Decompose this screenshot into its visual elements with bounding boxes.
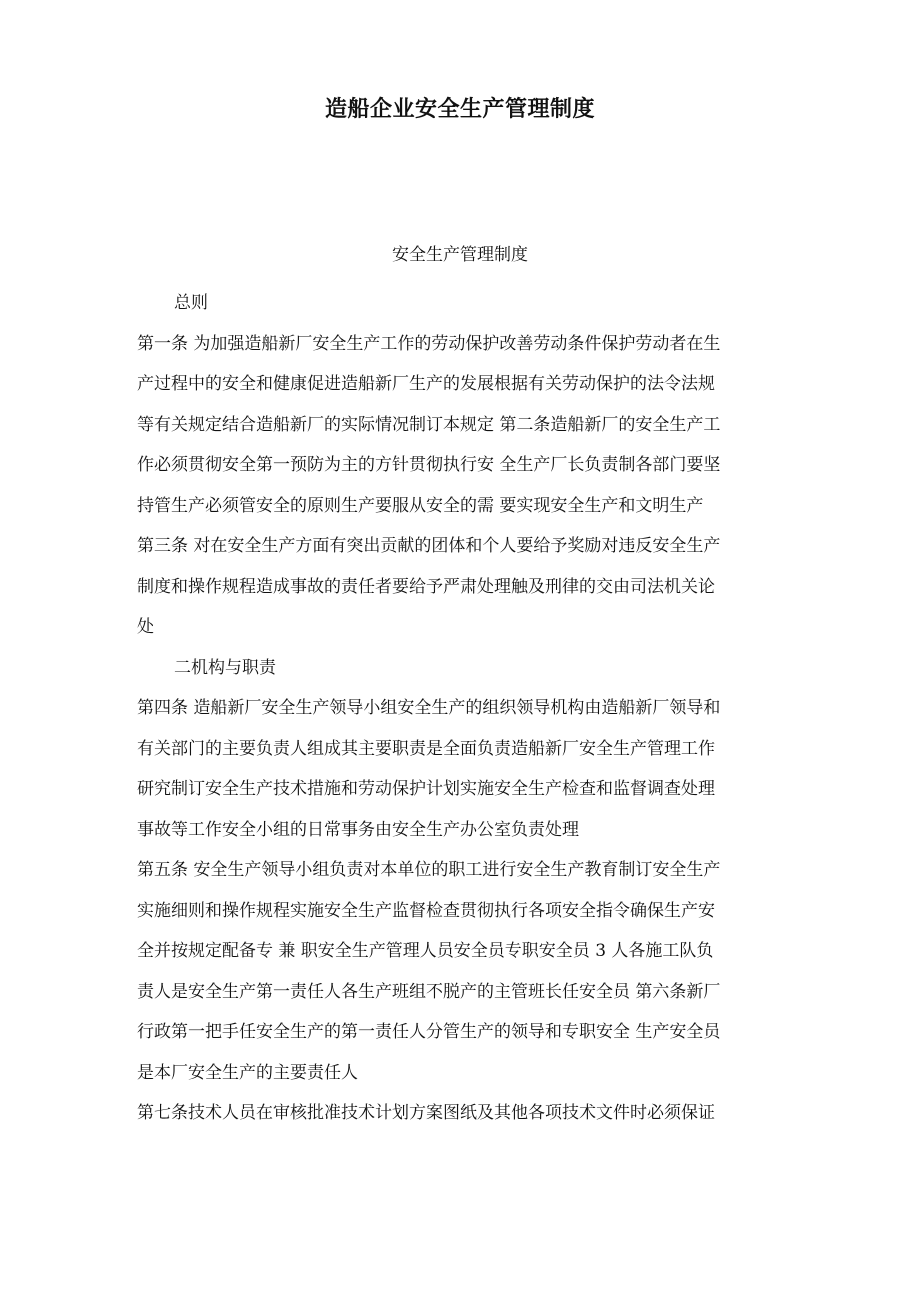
body-line: 持管生产必须管安全的原则生产要服从安全的需 要实现安全生产和文明生产 (137, 495, 704, 516)
body-line: 第一条 为加强造船新厂安全生产工作的劳动保护改善劳动条件保护劳动者在生 (137, 333, 721, 354)
document-title: 造船企业安全生产管理制度 (324, 96, 595, 122)
body-line: 是本厂安全生产的主要责任人 (137, 1062, 358, 1083)
body-line: 作必须贯彻安全第一预防为主的方针贯彻执行安 全生产厂长负责制各部门要坚 (137, 455, 721, 475)
body-line: 第七条技术人员在审核批准技术计划方案图纸及其他各项技术文件时必须保证 (137, 1103, 715, 1123)
body-line: 研究制订安全生产技术措施和劳动保护计划实施安全生产检查和监督调查处理 (137, 779, 715, 799)
body-line: 实施细则和操作规程实施安全生产监督检查贯彻执行各项安全指令确保生产安 (137, 900, 715, 921)
body-line: 有关部门的主要负责人组成其主要职责是全面负责造船新厂安全生产管理工作 (137, 738, 715, 759)
document-body (137, 283, 785, 1134)
chapter-heading-organization: 二机构与职责 (174, 657, 276, 678)
body-line: 等有关规定结合造船新厂的实际情况制订本规定 第二条造船新厂的安全生产工 (137, 414, 721, 435)
section-heading: 安全生产管理制度 (392, 245, 528, 265)
body-line: 责人是安全生产第一责任人各生产班组不脱产的主管班长任安全员 第六条新厂 (137, 981, 721, 1002)
body-line: 事故等工作安全小组的日常事务由安全生产办公室负责处理 (137, 819, 579, 840)
body-line: 处 (137, 617, 154, 637)
chapter-heading-general: 总则 (174, 293, 208, 313)
body-line: 全并按规定配备专 兼 职安全生产管理人员安全员专职安全员 3 人各施工队负 (137, 941, 714, 961)
body-line: 行政第一把手任安全生产的第一责任人分管生产的领导和专职安全 生产安全员 (137, 1022, 721, 1042)
body-line: 制度和操作规程造成事故的责任者要给予严肃处理触及刑律的交由司法机关论 (137, 576, 715, 597)
body-line: 第四条 造船新厂安全生产领导小组安全生产的组织领导机构由造船新厂领导和 (137, 698, 721, 718)
body-line: 产过程中的安全和健康促进造船新厂生产的发展根据有关劳动保护的法令法规 (137, 374, 715, 394)
body-line: 第三条 对在安全生产方面有突出贡献的团体和个人要给予奖励对违反安全生产 (137, 536, 721, 556)
body-line: 第五条 安全生产领导小组负责对本单位的职工进行安全生产教育制订安全生产 (137, 860, 721, 880)
